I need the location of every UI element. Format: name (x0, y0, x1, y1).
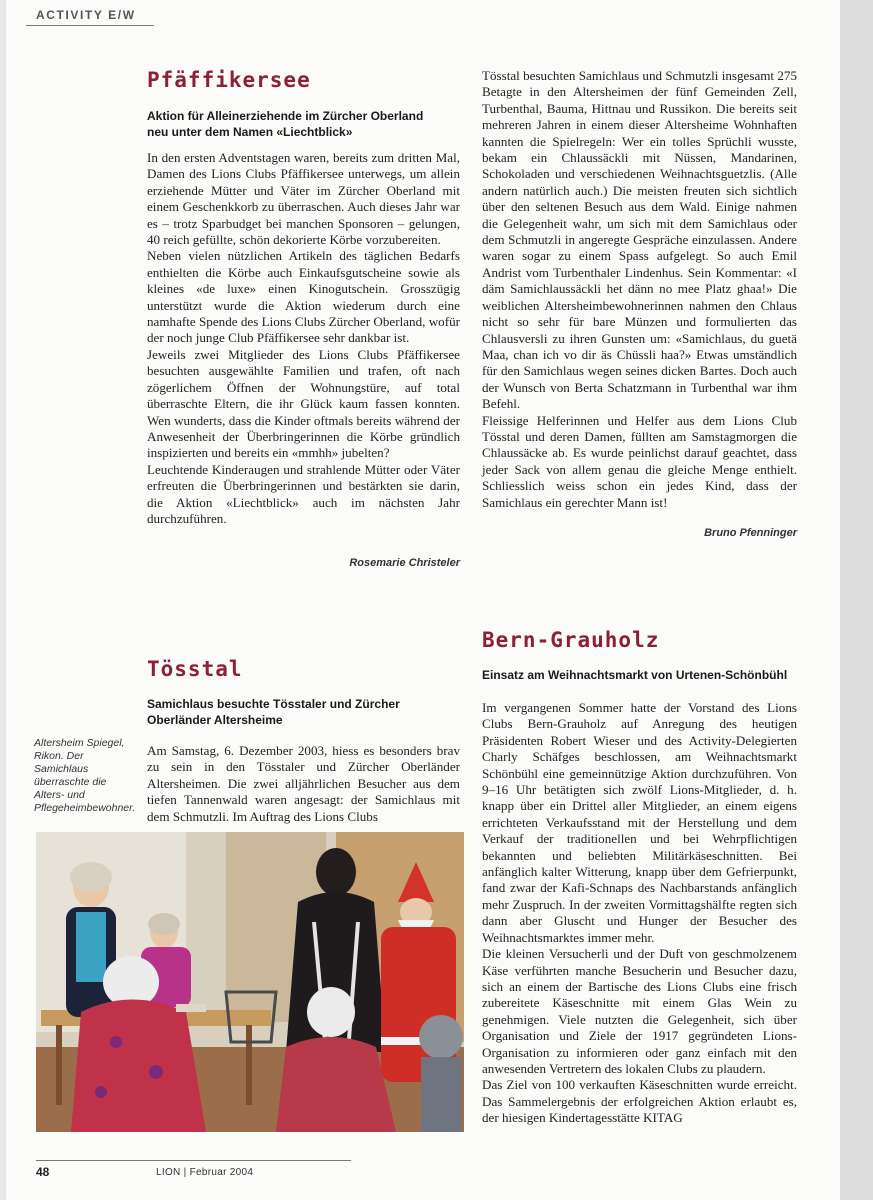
scan-edge (840, 0, 873, 1200)
page-number: 48 (36, 1165, 50, 1179)
toesstal-subtitle: Samichlaus besuchte Tösstaler und Zürcher Oberländer Altersheime (147, 697, 400, 727)
magazine-page (6, 0, 840, 1200)
paragraph: Jeweils zwei Mitglieder des Lions Clubs Pfäffikersee besuchten ausgewählte Familien und trafen, oft nach zögerlichem Öffnen der Wohnungstüre, auf total überraschte Eltern, die ihr Glück kaum fassen konnten. Wen wunderts, dass die Kinder oftmals bereits während der Anwesenheit der Überbringerinnen die Körbe gründlich inspizierten und bereits ein «mmhh» jubelten? (147, 346, 460, 461)
samichlaus-photo (36, 832, 464, 1132)
toesstal-title: Tösstal (147, 657, 243, 681)
header-rule (26, 25, 154, 26)
footer-rule (36, 1160, 351, 1161)
paragraph: Fleissige Helferinnen und Helfer aus dem Lions Club Tösstal und deren Damen, füllten am Samstagmorgen die Chlaussäcke ab. Es wurde peinlichst darauf geachtet, dass jeder Sack von allem genau die gleiche Menge enthielt. Schliesslich weiss schon ein jedes Kind, dass der Samichlaus ein gerechter Mann ist! (482, 412, 797, 510)
paragraph: Am Samstag, 6. Dezember 2003, hiess es besonders brav zu sein in den Tösstaler und Zürcher Oberländer Altersheimen. Die zwei alljährlichen Besucher aus dem tiefen Tannenwald waren angesagt: der Samichlaus mit dem Schmutzli. Im Auftrag des Lions Clubs (147, 743, 460, 824)
photo-caption: Altersheim Spiegel, Rikon. Der Samichlaus überraschte die Alters- und Pflegeheimbewohner. (34, 737, 136, 814)
pfaeffikersee-title: Pfäffikersee (147, 68, 311, 92)
pfaeffikersee-subtitle: Aktion für Alleinerziehende im Zürcher Oberland neu unter dem Namen «Liechtblick» (147, 109, 424, 139)
toesstal-body-right (482, 68, 797, 511)
paragraph: Neben vielen nützlichen Artikeln des täglichen Bedarfs enthielten die Körbe auch Einkaufsgutscheine sowie als kleines «de luxe» einen Kinogutschein. Grosszügig unterstützt wurde die Aktion wiederum durch eine namhafte Spende des Lions Clubs Zürcher Oberland, wofür der noch junge Club Pfäffikersee sehr dankbar ist. (147, 248, 460, 346)
toesstal-author: Bruno Pfenninger (704, 527, 797, 539)
bern-subtitle: Einsatz am Weihnachtsmarkt von Urtenen-Schönbühl (482, 668, 788, 682)
magazine-footer: LION | Februar 2004 (156, 1167, 254, 1178)
bern-body (482, 700, 797, 1127)
paragraph: Das Ziel von 100 verkauften Käseschnitten wurde erreicht. Das Sammelergebnis der erfolgreichen Aktion erlaubt es, der hiesigen Kindertagesstätte KITAG (482, 1077, 797, 1126)
pfaeffikersee-body (147, 150, 460, 527)
section-label: ACTIVITY E/W (36, 8, 136, 22)
paragraph: Leuchtende Kinderaugen und strahlende Mütter oder Väter erfreuten die Überbringerinnen und bestärkten sie darin, die Aktion «Liechtblick» auch im nächsten Jahr durchzuführen. (147, 461, 460, 526)
paragraph: In den ersten Adventstagen waren, bereits zum dritten Mal, Damen des Lions Clubs Pfäffikersee unterwegs, um allein erziehende Mütter und Väter im Zürcher Oberland mit einem Geschenkkorb zu überraschen. Auch dieses Jahr war es – trotz Sparbudget bei manchen Sponsoren – gelungen, 40 reich gefüllte, schön dekorierte Körbe vorzubereiten. (147, 150, 460, 248)
paragraph: Die kleinen Versucherli und der Duft von geschmolzenem Käse verführten manche Besucherin und Besucher dazu, sich an einem der Bartische des Lions Clubs eine frisch zubereitete Käseschnitte mit einem Glas Wein zu genehmigen. Viele nutzten die Gelegenheit, sich über Organisation und Ziele der 1917 gegründeten Lions-Organisation zu informieren oder ganz einfach mit den anwesenden Vertretern des lokalen Clubs zu plaudern. (482, 946, 797, 1076)
bern-title: Bern-Grauholz (482, 628, 660, 652)
pfaeffikersee-author: Rosemarie Christeler (349, 557, 460, 569)
toesstal-body-left (147, 743, 460, 825)
paragraph: Im vergangenen Sommer hatte der Vorstand des Lions Clubs Bern-Grauholz auf Anregung des heutigen Präsidenten Robert Wieser und des Activity-Delegierten Charly Schäfges beschlossen, am Weihnachtsmarkt Schönbühl eine gemeinnützige Aktion durchzuführen. Von 9–16 Uhr betätigten sich zwölf Lions-Mitglieder, d. h. knapp über ein Drittel aller Mitglieder, an einem eigens errichteten Verkaufsstand mit der Herstellung und dem Verkauf der traditionellen und bei Wehrpflichtigen bekannten und beliebten Militärkäseschnitten. Bei anfänglich kalter Witterung, knapp über dem Gefrierpunkt, fand zwar der Kafi-Schnaps des Nachbarstands anfänglich mehr Zuspruch. In der zweiten Vormittagshälfte regten sich dann aber Gluscht und Hunger der Besucher des Weihnachtsmarktes immer mehr. (482, 700, 797, 945)
paragraph: Tösstal besuchten Samichlaus und Schmutzli insgesamt 275 Betagte in den Altersheimen der fünf Gemeinden Zell, Turbenthal, Bauma, Hittnau und Russikon. Die bereits seit mehreren Jahren in einem dieser Altersheime Wohnhaften kannten die Spielregeln: Wer ein tolles Sprüchli wusste, bekam ein Chlaussäckli mit Nüssen, Mandarinen, Schokoladen und verschiedenen Weihnachtsguetzlis. (Alle andern natürlich auch.) Die meisten freuten sich sichtlich über den seltenen Besuch aus dem Wald. Einige nahmen die Gelegenheit wahr, um sich mit dem Samichlaus oder dem Schmutzli in angeregte Gespräche einzulassen. Andere waren sogar zu einem Spass aufgelegt. So auch Emil Andrist vom Turbenthaler Lindenhus. Sein Kommentar: «I däm Samichlaussäckli het dänn no mee Platz ghaa!» Die weiblichen Altersheimbewohnerinnen nahmen den Chlaus nicht so sehr für bare Münzen und formulierten das Chlausversli zu ihren Gunsten um: «Samichlaus, du guetä Maa, chan ich vo dir äs Chüssli haa?» Etwas umständlich für den Samichlaus wegen seines dicken Bartes. Doch auch der Wunsch von Berta Schatzmann in Turbenthal war ihm Befehl. (482, 68, 797, 412)
